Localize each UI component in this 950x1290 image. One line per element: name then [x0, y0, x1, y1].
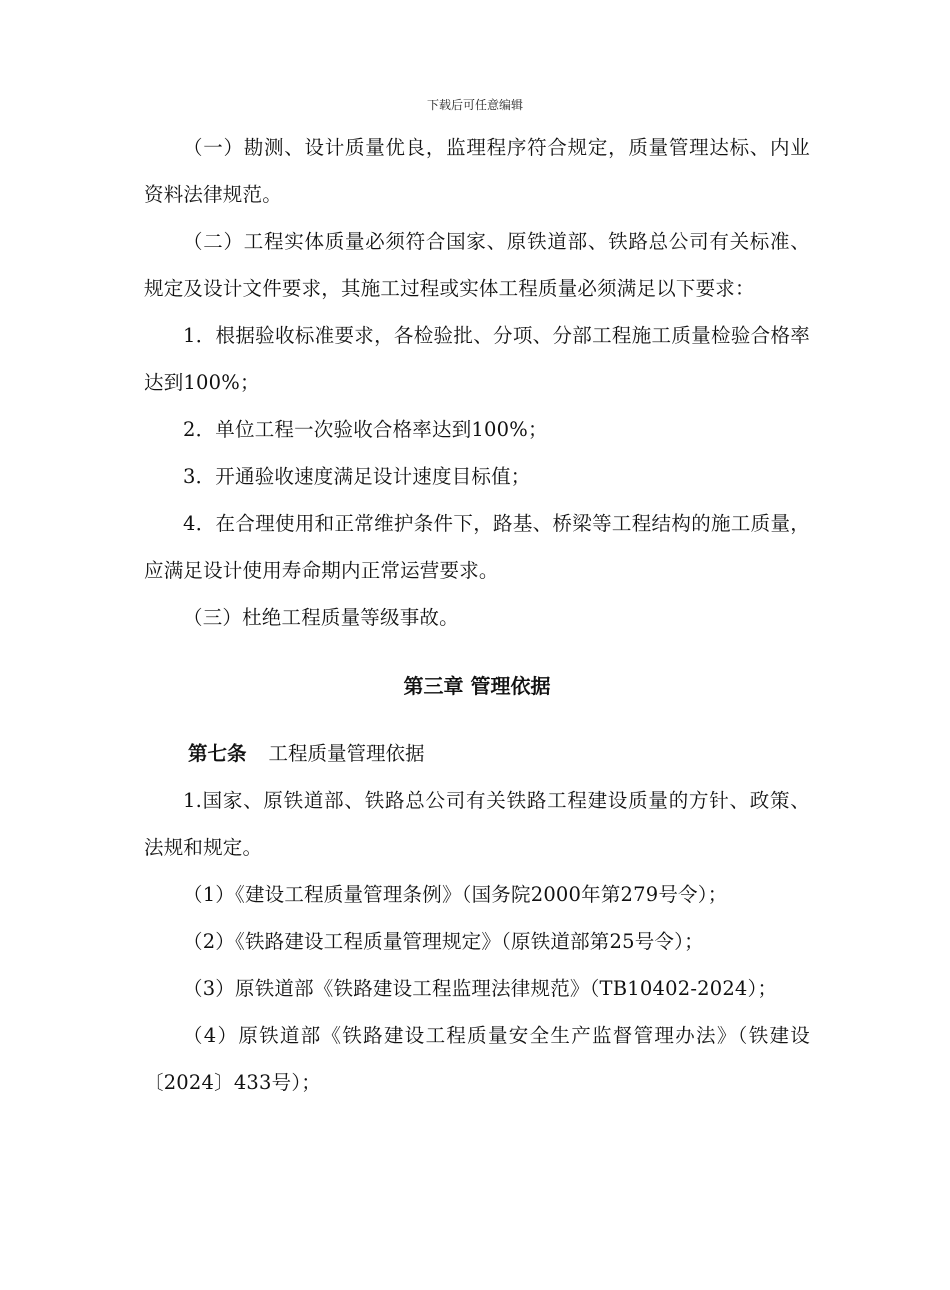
basis-item-3: （3）原铁道部《铁路建设工程监理法律规范》（TB10402-2024）； — [183, 977, 778, 1000]
article-number: 第七条 — [188, 742, 247, 765]
paragraph-1: （一）勘测、设计质量优良，监理程序符合规定，质量管理达标、内业资料法律规范。 — [144, 136, 810, 206]
article-title: 工程质量管理依据 — [268, 742, 425, 765]
basis-item-1: （1）《建设工程质量管理条例》（国务院2000年第279号令）； — [183, 883, 728, 906]
article-heading — [144, 730, 810, 777]
document-body — [144, 124, 810, 1106]
page-header: 下载后可任意编辑 — [426, 98, 523, 112]
list-item-2: 2．单位工程一次验收合格率达到100%； — [183, 418, 548, 441]
list-item-1: 1．根据验收标准要求，各检验批、分项、分部工程施工质量检验合格率达到100%； — [144, 324, 810, 394]
paragraph-3: （三）杜绝工程质量等级事故。 — [183, 606, 459, 629]
basis-item-2: （2）《铁路建设工程质量管理规定》（原铁道部第25号令）； — [183, 930, 704, 953]
paragraph-2: （二）工程实体质量必须符合国家、原铁道部、铁路总公司有关标准、规定及设计文件要求，其施工过程或实体工程质量必须满足以下要求： — [144, 230, 810, 300]
basis-item-4: （4）原铁道部《铁路建设工程质量安全生产监督管理办法》（铁建设〔2024〕433号）； — [144, 1024, 810, 1094]
list-item-3: 3．开通验收速度满足设计速度目标值； — [183, 465, 531, 488]
basis-paragraph: 1.国家、原铁道部、铁路总公司有关铁路工程建设质量的方针、政策、法规和规定。 — [144, 789, 810, 859]
list-item-4: 4．在合理使用和正常维护条件下，路基、桥梁等工程结构的施工质量，应满足设计使用寿命期内正常运营要求。 — [144, 512, 810, 582]
chapter-title: 第三章 管理依据 — [403, 674, 551, 698]
